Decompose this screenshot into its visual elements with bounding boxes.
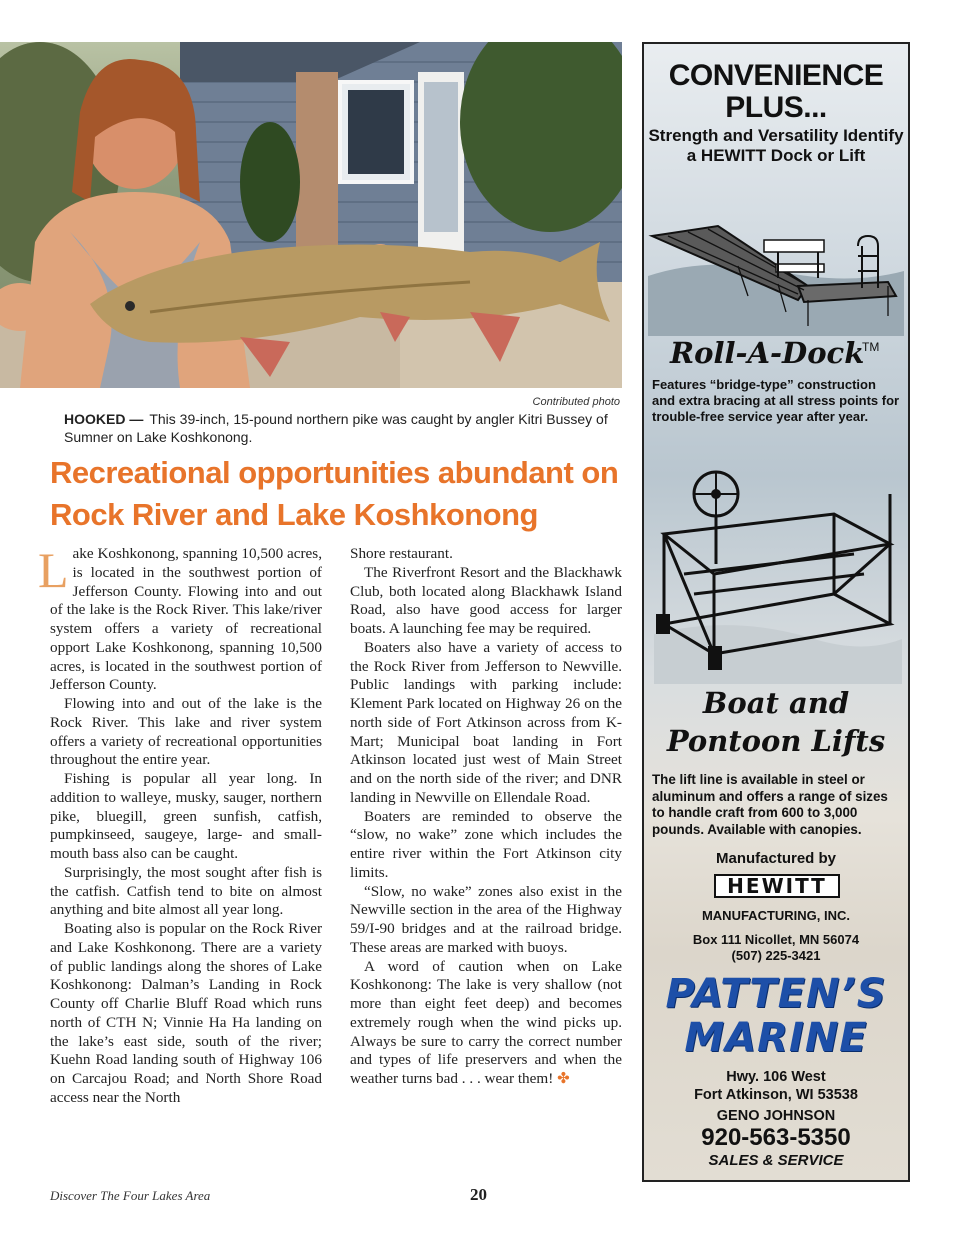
article-headline: Recreational opportunities abundant on Rock River and Lake Koshkonong [50,455,619,532]
hewitt-logo: HEWITT [714,874,840,898]
hewitt-advertisement [642,42,910,1182]
dealer-contact: GENO JOHNSON [716,1108,836,1124]
article-column-2 [350,545,622,1089]
article-paragraph: A word of caution when on Lake Koshkonong: The lake is very shallow (not more than eight feet deep) and becomes extremely rough when the wind picks up. Always be sure to carry the correct number and types of life preservers and when the weather turns bad . . . wear them! ✤ [350,957,622,1087]
manufactured-by-label: Manufactured by [715,850,836,867]
article-paragraph: Lake Koshkonong, spanning 10,500 acres, is located in the southwest portion of Jefferson County. Flowing into and out of the lake is the Rock River. This lake/river system offers a variety of recreational opport Lake Koshkonong, spanning 10,500 acres, is located in the southwest portion of Jefferson County. [38,542,322,694]
article-paragraph: Shore restaurant. [350,545,453,562]
boat-lift-illustration [654,464,902,684]
drop-cap: L [38,542,69,598]
caption-lead: HOOKED — [64,411,144,427]
article-paragraph: Surprisingly, the most sought after fish is the catfish. Catfish tend to bite on almost anything and bite almost all year long. [50,863,322,919]
company-address: Box 111 Nicollet, MN 56074 (507) 225-3421 [692,932,860,963]
company-name: MANUFACTURING, INC. [701,908,851,923]
page-number: 20 [470,1185,487,1204]
boat-and-pontoon-lifts-logo: Boat and Pontoon Lifts [666,686,886,758]
photo-credit: Contributed photo [532,396,620,408]
article-photo [0,42,622,388]
end-mark-icon: ✤ [557,1070,570,1087]
roll-a-dock-logo: Roll-A-Dock [670,336,865,370]
dealer-address: Hwy. 106 West Fort Atkinson, WI 53538 [694,1069,858,1103]
dealer-tagline: SALES & SERVICE [708,1152,844,1169]
trademark-mark: TM [862,340,880,354]
pattens-marine-logo: PATTEN’S MARINE [665,971,887,1061]
roll-a-dock-illustration [648,216,904,336]
dealer-phone: 920-563-5350 [701,1124,851,1151]
caption-text: This 39-inch, 15-pound northern pike was caught by angler Kitri Bussey of Sumner on Lake Koshkonong. [64,411,608,445]
ad-title: CONVENIENCE PLUS... [668,59,884,124]
article-paragraph: Fishing is popular all year long. In addition to walleye, musky, sauger, northern pike, bluegill, green sunfish, catfish, pumpkinseed, saugeye, large- and small-mouth bass also can be caught. [50,770,322,862]
lift-line-description: The lift line is available in steel or aluminum and offers a range of sizes to handle craft from 600 to 3,000 pounds. Available with canopies. [652,772,888,837]
article-paragraph: The Riverfront Resort and the Blackhawk Club, both located along Blackhawk Island Road, also have good access for larger boats. A launching fee may be required. [350,563,622,637]
article-paragraph: Boaters are reminded to observe the “slow, no wake” zone which includes the entire river within the Fort Atkinson city limits. [350,807,622,881]
roll-a-dock-features: Features “bridge-type” construction and extra bracing at all stress points for trouble-free service year after year. [652,377,900,424]
article-paragraph: “Slow, no wake” zones also exist in the Newville section in the area of the Highway 59/I-90 bridges and at the railroad bridge. These areas are marked with buoys. [350,882,622,956]
article-paragraph: Flowing into and out of the lake is the Rock River. This lake and river system offers a variety of recreational opportunities throughout the entire year. [50,695,322,769]
article-column-1 [38,542,322,1108]
ad-subtitle: Strength and Versatility Identify a HEWITT Dock or Lift [648,126,904,165]
article-paragraph: Boating also is popular on the Rock River and Lake Koshkonong. There are a variety of public landings along the shores of Lake Koshkonong: Dalman’s Landing in Rock County off Charlie Bluff Road which runs north of CTH N; Vinnie Ha Ha landing on the lake’s east side, south of the river; Kuehn Road landing south of Highway 106 on Carcajou Road; and North Shore Road access near the North [50,920,322,1106]
publication-name: Discover The Four Lakes Area [50,1188,211,1203]
article-paragraph: Boaters also have a variety of access to the Rock River from Jefferson to Newville. Public landings with parking include: Klement Park located on Highway 26 on the north side of Fort Atkinson across from K-Mart; Municipal boat landing in Fort Atkinson located just west of Main Street and on the north side of the river; and DNR landing in Newville on Ellendale Road. [350,638,622,806]
angler-with-pike-illustration [0,42,622,388]
photo-caption [64,410,624,446]
